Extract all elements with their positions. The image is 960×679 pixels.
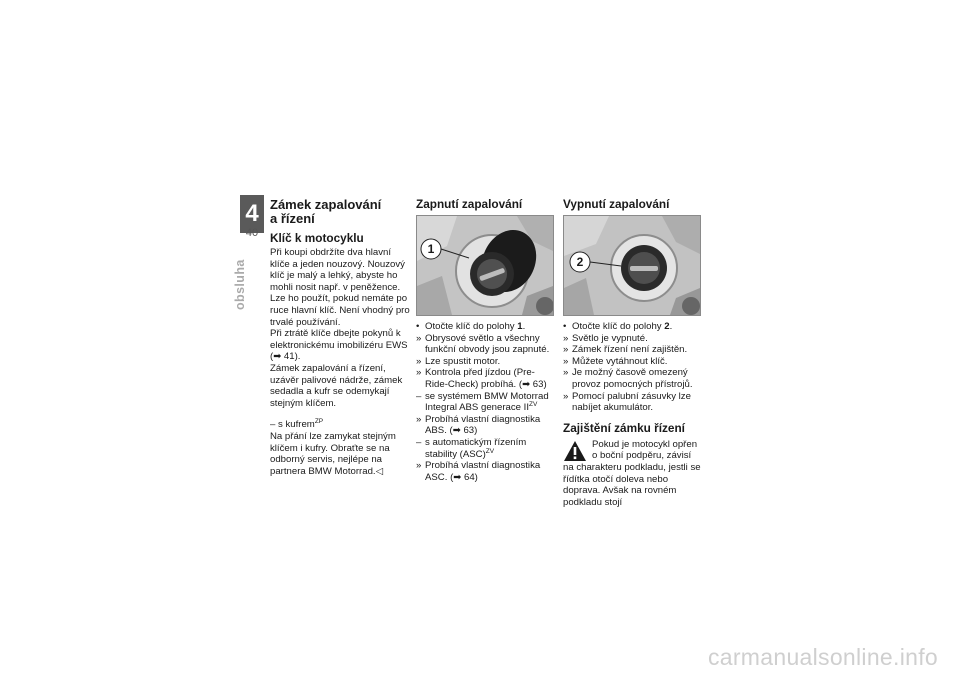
- result-marker: »: [416, 355, 422, 367]
- ignition-on-steps: [416, 321, 556, 483]
- result-marker: »: [563, 344, 569, 356]
- list-item-text: Můžete vytáhnout klíč.: [572, 355, 668, 367]
- arrow-right-icon: ➡: [453, 471, 462, 483]
- ignition-off-photo: [563, 215, 701, 316]
- photo-callout-2: 2: [576, 255, 584, 269]
- list-item-text: Otočte klíč do polohy: [425, 321, 518, 332]
- arrow-right-icon: ➡: [522, 378, 531, 390]
- page-reference[interactable]: (➡ 63): [449, 425, 478, 437]
- title-line-1: Zámek zapalování: [270, 197, 382, 212]
- list-item-text: Je možný časově omezený provoz pomocných přístrojů.: [572, 367, 693, 390]
- result-marker: »: [416, 367, 422, 379]
- warning-icon: [563, 440, 587, 462]
- result-marker: »: [563, 390, 569, 402]
- list-item: [416, 414, 556, 437]
- list-item-text: Probíhá vlastní diagnostika ABS.: [425, 413, 541, 437]
- option-marker: –: [416, 390, 422, 402]
- section-title-ignition-off: Vypnutí zapalování: [563, 197, 670, 211]
- arrow-right-icon: ➡: [452, 425, 461, 437]
- spacer: [270, 409, 410, 419]
- bullet-marker: •: [416, 321, 420, 332]
- list-item-text: Kontrola před jízdou (Pre-Ride-Check) probíhá.: [425, 367, 535, 390]
- list-item: [563, 367, 703, 390]
- warning-text: Pokud je motocykl opřen o boční podpěru, závisí na charakteru podkladu, jestli se řídítka otočí doleva nebo doprava. Avšak na rovném podkladu stojí: [563, 438, 701, 508]
- list-item-text: Zámek řízení není zajištěn.: [572, 344, 688, 356]
- punctuation: .: [522, 321, 526, 332]
- section-title-ignition-on: Zapnutí zapalování: [416, 197, 523, 211]
- chapter-side-label: obsluha: [233, 259, 247, 310]
- position-number: 2: [664, 321, 670, 332]
- section-title-steering-lock: Zajištění zámku řízení: [563, 420, 685, 435]
- list-item: [563, 391, 703, 414]
- option-marker: –: [416, 436, 422, 448]
- chapter-number-tab: 4: [240, 195, 264, 233]
- list-item-text: Lze spustit motor.: [425, 355, 501, 367]
- list-item-text: Obrysové světlo a všechny funkční obvody jsou zapnuté.: [425, 332, 550, 356]
- list-item: [416, 356, 556, 368]
- list-item-text: Světlo je vypnuté.: [572, 332, 648, 344]
- reference-page: 41: [283, 351, 295, 363]
- key-loss-text: Při ztrátě klíče dbejte pokynů k elektronickému imobilizéru EWS: [270, 328, 408, 351]
- result-marker: »: [416, 460, 422, 472]
- page-title: [270, 198, 410, 226]
- list-item: [563, 344, 703, 356]
- punctuation: .: [669, 321, 673, 332]
- result-marker: »: [563, 355, 569, 367]
- watermark: carmanualsonline.info: [707, 644, 938, 670]
- photo-callout-1: 1: [427, 242, 435, 256]
- list-item: [416, 367, 556, 390]
- title-line-2: a řízení: [270, 211, 315, 226]
- list-item: [416, 460, 556, 483]
- arrow-right-icon: ➡: [273, 351, 282, 363]
- page-reference[interactable]: (➡ 64): [450, 471, 478, 483]
- result-marker: »: [563, 367, 569, 379]
- list-item: [563, 333, 703, 345]
- list-item: [416, 437, 556, 460]
- ignition-on-photo: [416, 215, 554, 316]
- paragraph-same-key: Zámek zapalování a řízení, uzávěr palivové nádrže, zámek sedadla a kufr se odemykají stejným klíčem.: [270, 362, 403, 409]
- paragraph-key-loss: [270, 328, 410, 363]
- reference-page: 63: [532, 378, 544, 390]
- paragraph-case-locking: [270, 431, 410, 477]
- result-marker: »: [563, 332, 569, 344]
- list-item-text: Probíhá vlastní diagnostika ASC.: [425, 460, 541, 483]
- list-item: [416, 391, 556, 414]
- result-marker: »: [416, 332, 422, 344]
- list-item: [563, 356, 703, 368]
- case-locking-text: Na přání lze zamykat stejným klíčem i kufry. Obraťte se na odborný servis, nejlépe na partnera BMW Motorrad.: [270, 430, 396, 477]
- end-mark-icon: ◁: [375, 465, 383, 477]
- option-superscript: ZV: [529, 400, 538, 408]
- option-superscript: ZP: [314, 418, 324, 426]
- list-item-text: Pomocí palubní zásuvky lze nabíjet akumulátor.: [572, 390, 691, 414]
- option-marker: –: [270, 419, 276, 431]
- list-item-text: s automatickým řízením stability (ASC): [425, 436, 527, 460]
- paragraph-keys: Při koupi obdržíte dva hlavní klíče a jeden nouzový. Nouzový klíč je malý a lehký, abyste ho mohli nosit např. v peněžence. Lze ho použít, pokud nemáte po ruce hlavní klíč. Není vhodný pro trvalé používání.: [270, 247, 410, 328]
- column-ignition-lock: [270, 198, 410, 477]
- option-with-case: [270, 419, 410, 431]
- reference-page: 63: [463, 425, 475, 437]
- list-item: [416, 321, 556, 333]
- column-ignition-on: [416, 198, 556, 483]
- list-item: [563, 321, 703, 333]
- warning-block: [563, 439, 703, 509]
- bullet-marker: •: [563, 321, 567, 332]
- option-superscript: ZV: [485, 447, 495, 455]
- position-number: 1: [517, 321, 523, 332]
- page-reference[interactable]: (➡ 63): [518, 378, 547, 390]
- list-item-text: Otočte klíč do polohy: [572, 321, 665, 332]
- page-reference[interactable]: (➡ 41).: [270, 351, 301, 363]
- column-ignition-off: [563, 198, 703, 508]
- option-text: s kufrem: [278, 419, 315, 431]
- page-number: 40: [245, 227, 259, 239]
- subtitle-motorcycle-key: Klíč k motocyklu: [270, 231, 364, 245]
- ignition-switch-illustration: [417, 216, 553, 315]
- result-marker: »: [416, 413, 422, 425]
- ignition-off-steps: [563, 321, 703, 414]
- list-item-text: se systémem BMW Motorrad Integral ABS generace II: [425, 390, 549, 414]
- list-item: [416, 333, 556, 356]
- reference-page: 64: [464, 471, 475, 483]
